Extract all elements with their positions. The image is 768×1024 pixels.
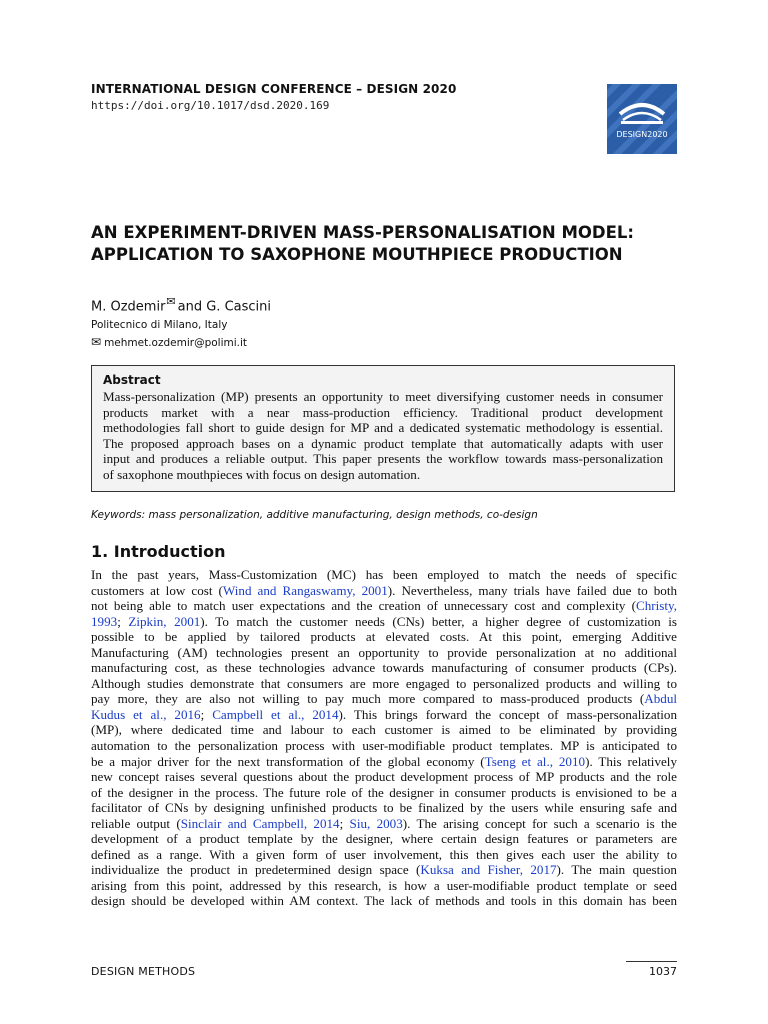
body-line: [91, 722, 677, 738]
citation-link[interactable]: Tseng et al., 2010: [484, 753, 586, 769]
body-line: [91, 645, 677, 661]
author-name: and G. Cascini: [177, 299, 271, 315]
citation-link[interactable]: Christy,: [636, 598, 677, 614]
body-text: possible to be applied by tailored products at elevated costs. At this point, emerging Additive: [91, 629, 677, 645]
body-text: design should be developed within AM context. The lack of methods and tools in this domain has been: [91, 893, 677, 909]
body-text: ;: [117, 613, 129, 629]
body-line: [91, 831, 677, 847]
abstract-line: The proposed approach bases on a dynamic product template that automatically adapts with user: [103, 435, 663, 451]
abstract-line: methodologies fall short to guide design for MP and a dedicated systematic methodology is essential.: [103, 420, 663, 436]
citation-link[interactable]: Abdul: [644, 691, 677, 707]
body-line: [91, 598, 677, 614]
author-name: M. Ozdemir: [91, 299, 166, 315]
affiliation: Politecnico di Milano, Italy: [91, 319, 228, 331]
citation-link[interactable]: Wind and Rangaswamy, 2001: [222, 582, 388, 598]
body-text: not being able to match user expectations and the creation of unnecessary cost and complexity (: [91, 598, 637, 614]
body-line: [91, 629, 677, 645]
abstract-line: products market with a near mass-production efficiency. Traditional product development: [103, 404, 663, 420]
body-text: reliable output (: [91, 815, 181, 831]
body-text: arising from this point, addressed by this research, is how a user-modifiable product template or seed: [91, 877, 677, 893]
body-text: of the designer in the process. The future role of the designer in consumer products is envisioned to be a: [91, 784, 677, 800]
citation-link[interactable]: 1993: [91, 613, 118, 629]
body-text: ). The arising concept for such a scenario is the: [402, 815, 677, 831]
body-line: [91, 847, 677, 863]
conference-logo: [607, 84, 677, 154]
body-line: [91, 676, 677, 692]
citation-link[interactable]: Campbell et al., 2014: [212, 706, 339, 722]
footer-rule: [626, 961, 677, 962]
body-line: [91, 893, 677, 909]
envelope-icon: ✉: [91, 335, 102, 349]
body-line: [91, 785, 677, 801]
body-line: [91, 816, 677, 832]
doi-link[interactable]: https://doi.org/10.1017/dsd.2020.169: [91, 99, 330, 112]
conference-name: INTERNATIONAL DESIGN CONFERENCE – DESIGN 2020: [91, 82, 457, 96]
body-text: ). This brings forward the concept of mass-personalization: [338, 706, 677, 722]
body-text: be a major driver for the next transformation of the global economy (: [91, 753, 485, 769]
body-text: ;: [339, 815, 350, 831]
logo-label: DESIGN2020: [616, 130, 668, 139]
body-line: [91, 707, 677, 723]
body-text: Manufacturing (AM) technologies present an opportunity to provide personalization at no additional: [91, 644, 677, 660]
abstract-line: of saxophone mouthpieces with focus on design automation.: [103, 466, 421, 482]
body-text: new concept raises several questions about the product development process of MP products and the role: [91, 769, 677, 785]
email-line: [91, 335, 247, 349]
body-text: ). This relatively: [585, 753, 677, 769]
abstract-text: [103, 389, 663, 483]
body-line: [91, 660, 677, 676]
page-number: 1037: [649, 965, 677, 978]
citation-link[interactable]: Zipkin, 2001: [128, 613, 201, 629]
body-text: Although studies demonstrate that consumers are more engaged to personalized products and willing to: [91, 675, 677, 691]
paper-title: [91, 222, 681, 266]
body-text: pay more, they are also not willing to pay much more compared to mass-produced products (: [91, 691, 645, 707]
body-text: ). Nevertheless, many trials have failed due to both: [387, 582, 678, 598]
body-line: [91, 769, 677, 785]
body-text: customers at low cost (: [91, 582, 223, 598]
envelope-icon: ✉: [166, 295, 176, 308]
body-line: [91, 754, 677, 770]
body-line: [91, 800, 677, 816]
body-text: automation to the personalization process with user-modifiable product templates. MP is anticipated to: [91, 738, 677, 754]
body-line: [91, 691, 677, 707]
body-line: [91, 862, 677, 878]
body-text: ;: [200, 706, 213, 722]
abstract-line: input and produces a reliable output. This paper presents the workflow towards mass-personalization: [103, 451, 663, 467]
introduction-body: [91, 567, 677, 909]
abstract-box: [91, 365, 675, 492]
email-address[interactable]: mehmet.ozdemir@polimi.it: [104, 337, 248, 349]
body-text: (MP), where dedicated time and labour to each customer is aimed to be eliminated by providing: [91, 722, 677, 738]
body-text: defined as a range. With a given form of user involvement, this then gives each user the ability to: [91, 846, 677, 862]
citation-link[interactable]: Siu, 2003: [349, 815, 403, 831]
citation-link[interactable]: Kudus et al., 2016: [91, 706, 201, 722]
author-list: [91, 295, 271, 314]
title-line: APPLICATION TO SAXOPHONE MOUTHPIECE PRODUCTION: [91, 245, 623, 264]
body-text: ). The main question: [556, 862, 677, 878]
citation-link[interactable]: Kuksa and Fisher, 2017: [420, 862, 557, 878]
body-line: [91, 738, 677, 754]
body-text: individualize the product in predetermined design space (: [91, 862, 421, 878]
body-text: ). To match the customer needs (CNs) better, a higher degree of customization is: [200, 613, 677, 629]
footer-section: DESIGN METHODS: [91, 965, 196, 978]
body-line: [91, 567, 677, 583]
body-text: In the past years, Mass-Customization (MC) has been employed to match the needs of specific: [91, 567, 677, 582]
body-text: facilitator of CNs by designing unfinished products to be finalized by the users while ensuring safe and: [91, 800, 677, 816]
section-heading: 1. Introduction: [91, 542, 226, 561]
abstract-line: Mass-personalization (MP) presents an opportunity to meet diversifying customer needs in consumer: [103, 389, 663, 404]
abstract-heading: Abstract: [103, 373, 161, 387]
body-line: [91, 878, 677, 894]
body-text: development of a product template by the designer, where certain design features or parameters are: [91, 831, 677, 847]
body-line: [91, 583, 677, 599]
keywords: Keywords: mass personalization, additive manufacturing, design methods, co-design: [91, 509, 538, 521]
title-line: AN EXPERIMENT-DRIVEN MASS-PERSONALISATION MODEL:: [91, 223, 634, 242]
citation-link[interactable]: Sinclair and Campbell, 2014: [180, 815, 340, 831]
body-text: manufacturing cost, as these technologies advance towards manufacturing of consumer products (CPs).: [91, 660, 677, 676]
body-line: [91, 614, 677, 630]
